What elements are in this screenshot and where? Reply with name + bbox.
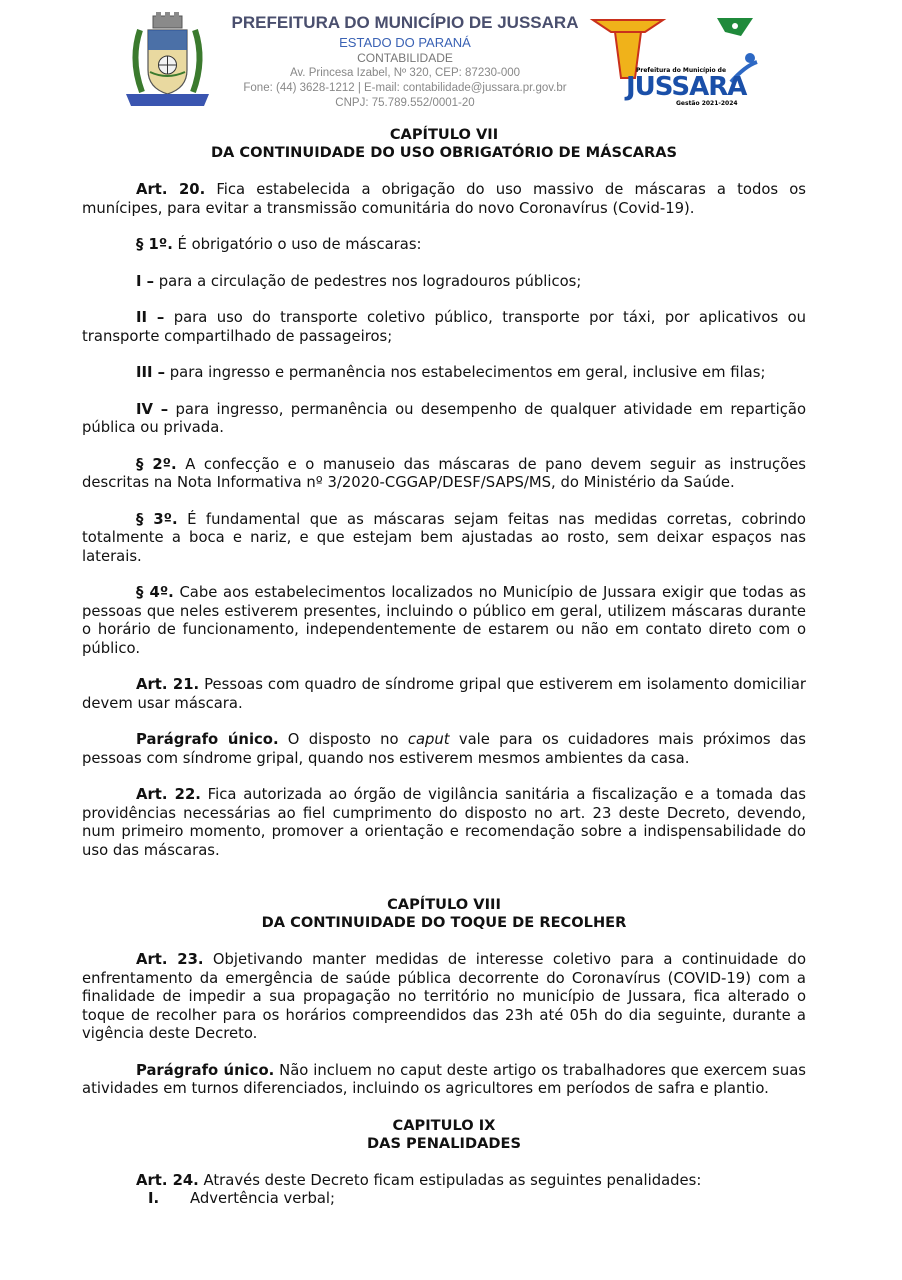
cnpj-line: CNPJ: 75.789.552/0001-20 <box>335 97 475 109</box>
item-1 <box>82 273 806 292</box>
item-2 <box>82 309 806 346</box>
paragraph-label: § 3º. <box>136 510 178 528</box>
paragraph-2 <box>82 456 806 493</box>
sole-paragraph-21 <box>82 731 806 768</box>
decree-body <box>82 126 806 1209</box>
paragraph-4 <box>82 584 806 658</box>
article-label: Art. 20. <box>136 181 206 198</box>
item-3 <box>82 364 806 383</box>
paragraph-label: § 4º. <box>136 584 174 601</box>
department-name: CONTABILIDADE <box>357 51 453 65</box>
chapter-heading <box>82 1117 806 1153</box>
paragraph-3 <box>82 511 806 567</box>
article-label: Art. 21. <box>136 676 200 693</box>
item-text: para ingresso, permanência ou desempenho de qualquer atividade em repartição pública ou privada. <box>82 400 807 436</box>
item-label: III – <box>136 364 166 381</box>
chapter-title: DAS PENALIDADES <box>367 1134 521 1152</box>
item-text: para a circulação de pedestres nos logradouros públicos; <box>154 272 582 290</box>
item-label: I – <box>136 272 155 290</box>
paragraph-text: Cabe aos estabelecimentos localizados no Município de Jussara exigir que todas as pessoas que neles estiverem presentes, incluindo o público em geral, utilizem máscaras durante o horário de funcionamento, independentemente de estarem ou não em contato direto com o público. <box>82 584 807 657</box>
item-label: IV – <box>136 400 169 418</box>
chapter-number: CAPÍTULO VII <box>389 126 499 143</box>
chapter-heading <box>82 126 806 162</box>
chapter-title: DA CONTINUIDADE DO TOQUE DE RECOLHER <box>261 914 627 931</box>
penalty-number: I. <box>148 1190 160 1207</box>
municipality-title: PREFEITURA DO MUNICÍPIO DE JUSSARA <box>231 13 579 32</box>
paragraph-label: § 2º. <box>136 455 177 473</box>
article-20 <box>82 181 806 218</box>
article-21 <box>82 676 806 713</box>
item-4 <box>82 401 806 438</box>
item-text: para uso do transporte coletivo público, transporte por táxi, por aplicativos ou transporte compartilhado de passageiros; <box>82 309 806 345</box>
paragraph-label: Parágrafo único. <box>136 1061 275 1079</box>
paragraph-label: § 1º. <box>136 236 173 253</box>
paragraph-text: Não incluem no caput deste artigo os trabalhadores que exercem suas atividades em turnos diferenciados, incluindo os agricultores em períodos de safra e plantio. <box>82 1061 807 1097</box>
chapter-title: DA CONTINUIDADE DO USO OBRIGATÓRIO DE MÁSCARAS <box>210 144 678 161</box>
paragraph-text: É obrigatório o uso de máscaras: <box>172 236 422 253</box>
paragraph-text-post: vale para os cuidadores mais próximos das pessoas com síndrome gripal, quando nos estiverem mesmos ambientes da casa. <box>82 731 806 767</box>
municipal-coat-of-arms-icon <box>120 10 215 110</box>
contact-line: Fone: (44) 3628-1212 | E-mail: contabilidade@jussara.pr.gov.br <box>243 82 567 94</box>
paragraph-label: Parágrafo único. <box>136 731 279 748</box>
paragraph-text: É fundamental que as máscaras sejam feitas nas medidas corretas, cobrindo totalmente a boca e nariz, e que estejam bem ajustadas ao rosto, sem deixar espaços nas laterais. <box>82 510 806 565</box>
paragraph-text: A confecção e o manuseio das máscaras de pano devem seguir as instruções descritas na Nota Informativa nº 3/2020-CGGAP/DESF/SAPS/MS, do Ministério da Saúde. <box>82 455 807 491</box>
article-22 <box>82 786 806 860</box>
item-label: II – <box>136 309 165 326</box>
logo-wordmark: JUSSARA <box>626 72 747 102</box>
article-text: Fica estabelecida a obrigação do uso massivo de máscaras a todos os munícipes, para evitar a transmissão comunitária do novo Coronavírus (Covid-19). <box>82 181 806 217</box>
article-text: Fica autorizada ao órgão de vigilância sanitária a fiscalização e a tomada das providências necessárias ao fiel cumprimento do disposto no art. 23 deste Decreto, devendo, num primeiro momento, promover a orientação e recomendação sobre a indispensabilidade do uso das máscaras. <box>82 786 806 859</box>
chapter-number: CAPITULO IX <box>392 1116 496 1134</box>
paragraph-text-pre: O disposto no <box>278 731 408 748</box>
article-24 <box>82 1172 806 1191</box>
logo-caption: Prefeitura do Município de <box>636 67 727 74</box>
article-text: Pessoas com quadro de síndrome gripal que estiverem em isolamento domiciliar devem usar máscara. <box>82 676 806 712</box>
address-line: Av. Princesa Izabel, Nº 320, CEP: 87230-000 <box>289 67 521 79</box>
logo-term: Gestão 2021-2024 <box>676 100 738 107</box>
item-text: para ingresso e permanência nos estabelecimentos em geral, inclusive em filas; <box>165 364 766 381</box>
article-label: Art. 24. <box>136 1171 199 1189</box>
paragraph-1 <box>82 236 806 255</box>
chapter-number: CAPÍTULO VIII <box>387 896 501 913</box>
state-name: ESTADO DO PARANÁ <box>339 35 471 50</box>
penalty-item <box>82 1190 806 1209</box>
article-text: Objetivando manter medidas de interesse coletivo para a continuidade do enfrentamento da emergência de saúde pública decorrente do Coronavírus (COVID-19) com a finalidade de impedir a sua propagação no território no município de Jussara, fica alterado o toque de recolher para os horários compreendidos das 23h até 05h do dia seguinte, durante a vigência deste Decreto. <box>82 951 807 1042</box>
paragraph-text-italic: caput <box>407 731 450 748</box>
letterhead <box>0 0 902 120</box>
chapter-heading <box>82 896 806 932</box>
sole-paragraph-23 <box>82 1062 806 1099</box>
article-text: Através deste Decreto ficam estipuladas as seguintes penalidades: <box>198 1171 702 1189</box>
article-label: Art. 23. <box>136 951 204 968</box>
penalty-text: Advertência verbal; <box>190 1190 335 1207</box>
article-23 <box>82 951 806 1044</box>
article-label: Art. 22. <box>136 786 201 803</box>
